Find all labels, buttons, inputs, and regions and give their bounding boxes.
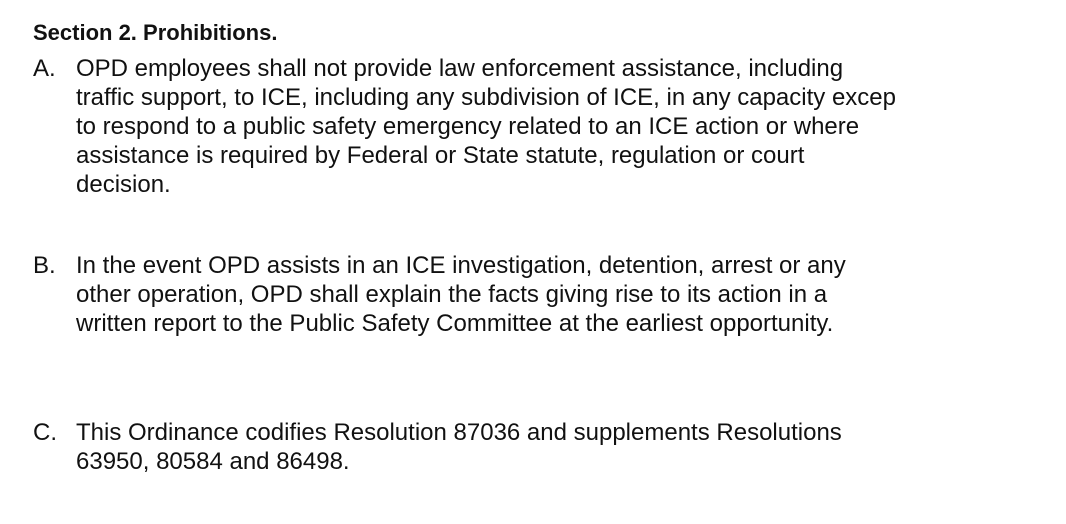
item-label: C. [33, 419, 57, 446]
section-heading: Section 2. Prohibitions. [33, 20, 278, 45]
item-text-line: In the event OPD assists in an ICE investigation, detention, arrest or any [76, 252, 846, 279]
item-text-line: assistance is required by Federal or State statute, regulation or court [76, 142, 805, 169]
item-text-line: to respond to a public safety emergency related to an ICE action or where [76, 113, 860, 140]
item-text-line: decision. [76, 171, 171, 198]
item-text-line: other operation, OPD shall explain the facts giving rise to its action in a [76, 281, 828, 308]
item-text-line: written report to the Public Safety Committee at the earliest opportunity. [76, 310, 834, 337]
item-text-line: traffic support, to ICE, including any subdivision of ICE, in any capacity excep [76, 84, 896, 111]
item-label: A. [33, 55, 56, 82]
item-text-line: OPD employees shall not provide law enforcement assistance, including [76, 55, 844, 82]
item-label: B. [33, 252, 56, 279]
item-text-line: This Ordinance codifies Resolution 87036 and supplements Resolutions [76, 419, 842, 446]
item-text-line: 63950, 80584 and 86498. [76, 448, 350, 475]
